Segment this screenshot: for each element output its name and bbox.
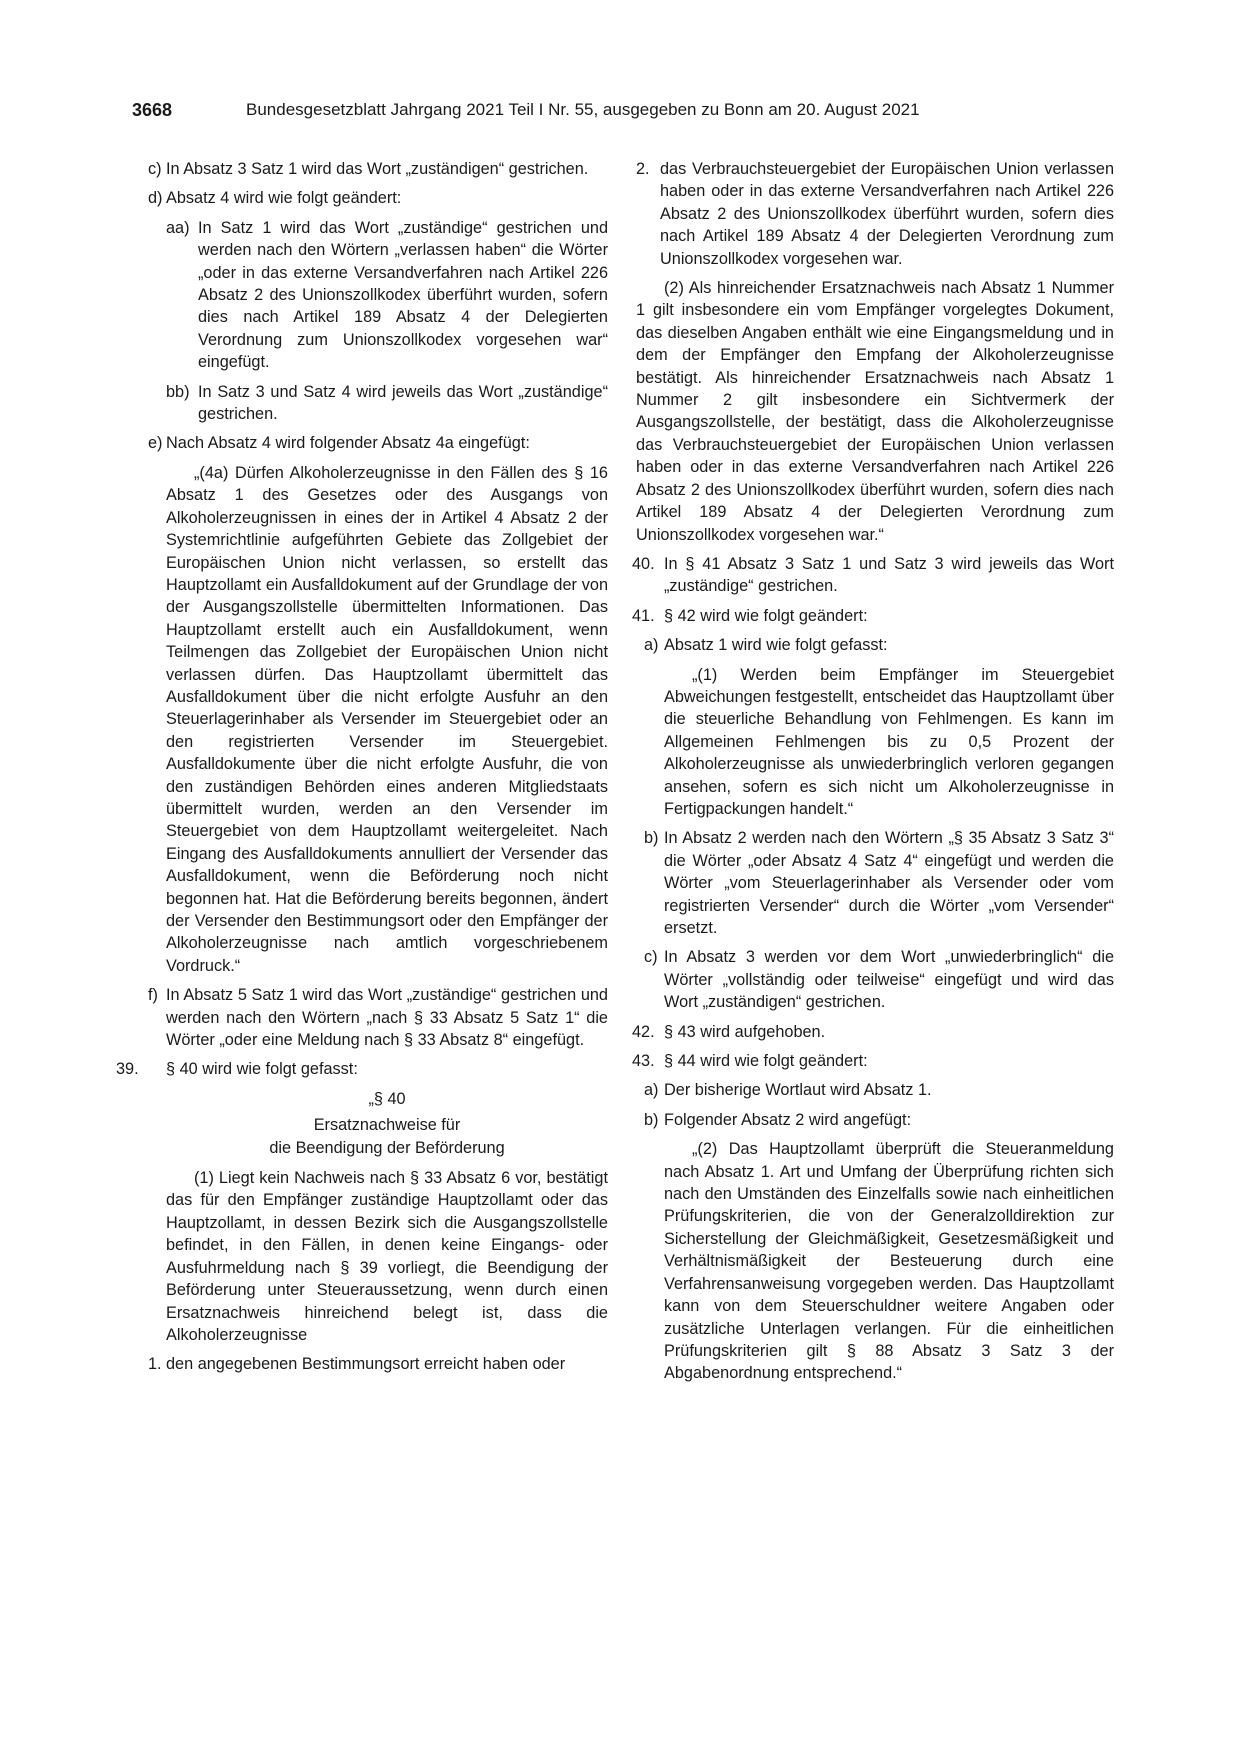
item-text: Der bisherige Wortlaut wird Absatz 1. [664,1081,932,1100]
section-heading: „§ 40 [368,1089,406,1108]
item-text: § 42 wird wie folgt geändert: [664,606,868,625]
item-label: 1. [148,1355,162,1374]
right-column [632,158,1114,1392]
item-label: 39. [116,1060,139,1079]
list-item-2 [636,158,1114,270]
item-text: In Satz 1 wird das Wort „zuständige“ gestrichen und werden nach den Wörtern „verlassen haben“ die Wörter „oder in das externe Versandverfahren nach Artikel 226 Absatz 2 des Unionszollkodex überführt wurden, sofern dies nach Artikel 189 Absatz 4 der Delegierten Verordnung zum Unionszollkodex vorgesehen war“ eingefügt. [198,218,608,372]
item-text: In Absatz 5 Satz 1 wird das Wort „zuständige“ gestrichen und werden nach den Wörtern „nach § 33 Absatz 5 Satz 1“ die Wörter „oder eine Meldung nach § 33 Absatz 8“ eingefügt. [166,986,608,1050]
item-41b [636,827,1114,939]
item-39 [116,1058,608,1080]
item-label: c) [644,948,658,967]
item-label: b) [644,829,659,848]
item-text: In Absatz 3 werden vor dem Wort „unwiederbringlich“ die Wörter „vollständig oder teilweise“ eingefügt und wird das Wort „zuständigen“ gestrichen. [664,948,1114,1012]
item-text: In § 41 Absatz 3 Satz 1 und Satz 3 wird jeweils das Wort „zuständige“ gestrichen. [664,554,1114,596]
item-text: Folgender Absatz 2 wird angefügt: [664,1110,912,1129]
item-label: f) [148,986,158,1005]
item-42 [632,1021,1114,1043]
item-40 [632,553,1114,598]
item-c [130,158,608,180]
item-label: e) [148,434,163,453]
item-f [130,984,608,1051]
item-text: In Absatz 3 Satz 1 wird das Wort „zuständigen“ gestrichen. [166,160,589,178]
item-43a [636,1079,1114,1101]
left-column [116,158,608,1383]
item-43b [636,1109,1114,1131]
item-label: bb) [166,382,190,401]
quoted-paragraph-1: „(1) Werden beim Empfänger im Steuergebiet Abweichungen festgestellt, entscheidet das Hauptzollamt über die steuerliche Behandlung von Fehlmengen. Es kann im Allgemeinen Fehlmengen bis zu 0,5 Prozent der Alkoholerzeugnisse als unwiederbringlich verloren gegangen ansehen, sofern es sich nicht um Alkoholerzeugnisse in Fertigpackungen handelt.“ [664,665,1114,818]
section-title-line-1: Ersatznachweise für [313,1116,461,1135]
item-label: a) [644,636,659,655]
quoted-paragraph-2: „(2) Das Hauptzollamt überprüft die Steueranmeldung nach Absatz 1. Art und Umfang der Überprüfung richten sich nach den Umständen des Einzelfalls sowie nach einheitlichen Prüfungskriterien, die von der Generalzolldirektion zur Sicherstellung der Gleichmäßigkeit, Gesetzesmäßigkeit und Verhältnismäßigkeit der Besteuerung durch eine Verfahrensanweisung vorgegeben werden. Das Hauptzollamt kann von dem Steuerschuldner weitere Angaben oder zusätzliche Unterlagen verlangen. Für die einheitlichen Prüfungskriterien gilt § 88 Absatz 3 Satz 3 der Abgabenordnung entsprechend.“ [664,1140,1114,1383]
item-43 [632,1050,1114,1072]
item-41a [636,634,1114,656]
item-label: 43. [632,1052,655,1071]
item-text: In Satz 3 und Satz 4 wird jeweils das Wort „zuständige“ gestrichen. [198,382,608,424]
item-aa [130,217,608,374]
list-item-1 [130,1353,608,1375]
page-number: 3668 [132,100,173,120]
item-text: das Verbrauchsteuergebiet der Europäischen Union verlassen haben oder in das externe Versandverfahren nach Artikel 226 Absatz 2 des Unionszollkodex überführt wurden, sofern dies nach Artikel 189 Absatz 4 der Delegierten Verordnung zum Unionszollkodex vorgesehen war. [660,160,1114,268]
item-label: 42. [632,1022,655,1041]
item-label: aa) [166,218,190,237]
item-text: Absatz 4 wird wie folgt geändert: [166,189,402,208]
item-label: 2. [636,160,650,178]
item-41c [636,946,1114,1013]
item-text: Absatz 1 wird wie folgt gefasst: [664,636,888,655]
item-label: 41. [632,606,655,625]
item-bb [130,381,608,426]
item-label: d) [148,189,163,208]
item-label: 40. [632,554,655,573]
quoted-paragraph-4a: „(4a) Dürfen Alkoholerzeugnisse in den Fällen des § 16 Absatz 1 des Gesetzes oder des Ausgangs von Alkoholerzeugnissen in eines der in Artikel 4 Absatz 2 der Systemrichtlinie aufgeführten Gebiete das Zollgebiet der Europäischen Union nicht verlassen, so erstellt das Hauptzollamt ein Ausfalldokument auf der Grundlage der von der Ausgangszollstelle übermittelten Informationen. Das Hauptzollamt erstellt auch ein Ausfalldokument, wenn Teilmengen das Zollgebiet der Europäischen Union nicht verlassen dürfen. Das Hauptzollamt übermittelt das Ausfalldokument über die nicht erfolgte Ausfuhr an den Steuerlagerinhaber als Versender im Steuergebiet oder an den registrierten Versender im Steuergebiet. Ausfalldokumente über die nicht erfolgte Ausfuhr, die von den zuständigen Behörden eines anderen Mitgliedstaats übermittelt wurden, werden an den Versender im Steuergebiet von dem Hauptzollamt weitergeleitet. Nach Eingang des Ausfalldokuments annulliert der Versender das Ausfalldokument, wenn die Beförderung noch nicht begonnen hat. Hat die Beförderung bereits begonnen, ändert der Versender den Bestimmungsort oder den Empfänger der Alkoholerzeugnisse nach amtlich vorgeschriebenem Vordruck.“ [166,463,608,975]
header-title: Bundesgesetzblatt Jahrgang 2021 Teil I Nr. 55, ausgegeben zu Bonn am 20. August 2021 [246,100,920,119]
item-text: § 43 wird aufgehoben. [664,1022,826,1041]
item-d [130,187,608,209]
item-41 [632,605,1114,627]
item-text: den angegebenen Bestimmungsort erreicht haben oder [166,1355,566,1374]
item-label: b) [644,1110,659,1129]
item-text: § 44 wird wie folgt geändert: [664,1052,868,1071]
item-e [130,432,608,454]
item-label: c) [148,160,162,178]
item-label: a) [644,1081,659,1100]
item-text: § 40 wird wie folgt gefasst: [166,1060,358,1079]
paragraph-2: (2) Als hinreichender Ersatznachweis nach Absatz 1 Nummer 1 gilt insbesondere ein vom Empfänger vorgelegtes Dokument, das dieselben Angaben enthält wie eine Eingangsmeldung und in dem der Empfänger den Empfang der Alkoholerzeugnisse bestätigt. Als hinreichender Ersatznachweis nach Absatz 1 Nummer 2 gilt insbesondere ein Sichtvermerk der Ausgangszollstelle, der bestätigt, dass die Alkoholerzeugnisse das Verbrauchsteuergebiet der Europäischen Union verlassen haben oder in das externe Versandverfahren nach Artikel 226 Absatz 2 des Unionszollkodex überführt wurden, sofern dies nach Artikel 189 Absatz 4 der Delegierten Verordnung zum Unionszollkodex vorgesehen war.“ [636,279,1114,544]
item-text: In Absatz 2 werden nach den Wörtern „§ 35 Absatz 3 Satz 3“ die Wörter „oder Absatz 4 Satz 4“ eingefügt und werden die Wörter „vom Steuerlagerinhaber als Versender oder vom registrierten Versender“ durch die Wörter „vom Versender“ ersetzt. [664,829,1114,937]
paragraph-1: (1) Liegt kein Nachweis nach § 33 Absatz 6 vor, bestätigt das für den Empfänger zuständige Hauptzollamt oder das Hauptzollamt, in dessen Bezirk sich die Ausgangszollstelle befindet, in den Fällen, in denen keine Eingangs- oder Ausfuhrmeldung nach § 39 vorliegt, die Beendigung der Beförderung unter Steueraussetzung, wenn durch einen Ersatznachweis hinreichend belegt ist, dass die Alkoholerzeugnisse [166,1169,608,1344]
item-text: Nach Absatz 4 wird folgender Absatz 4a eingefügt: [166,434,530,453]
section-title-line-2: die Beendigung der Beförderung [269,1138,505,1157]
page-header [132,100,992,126]
